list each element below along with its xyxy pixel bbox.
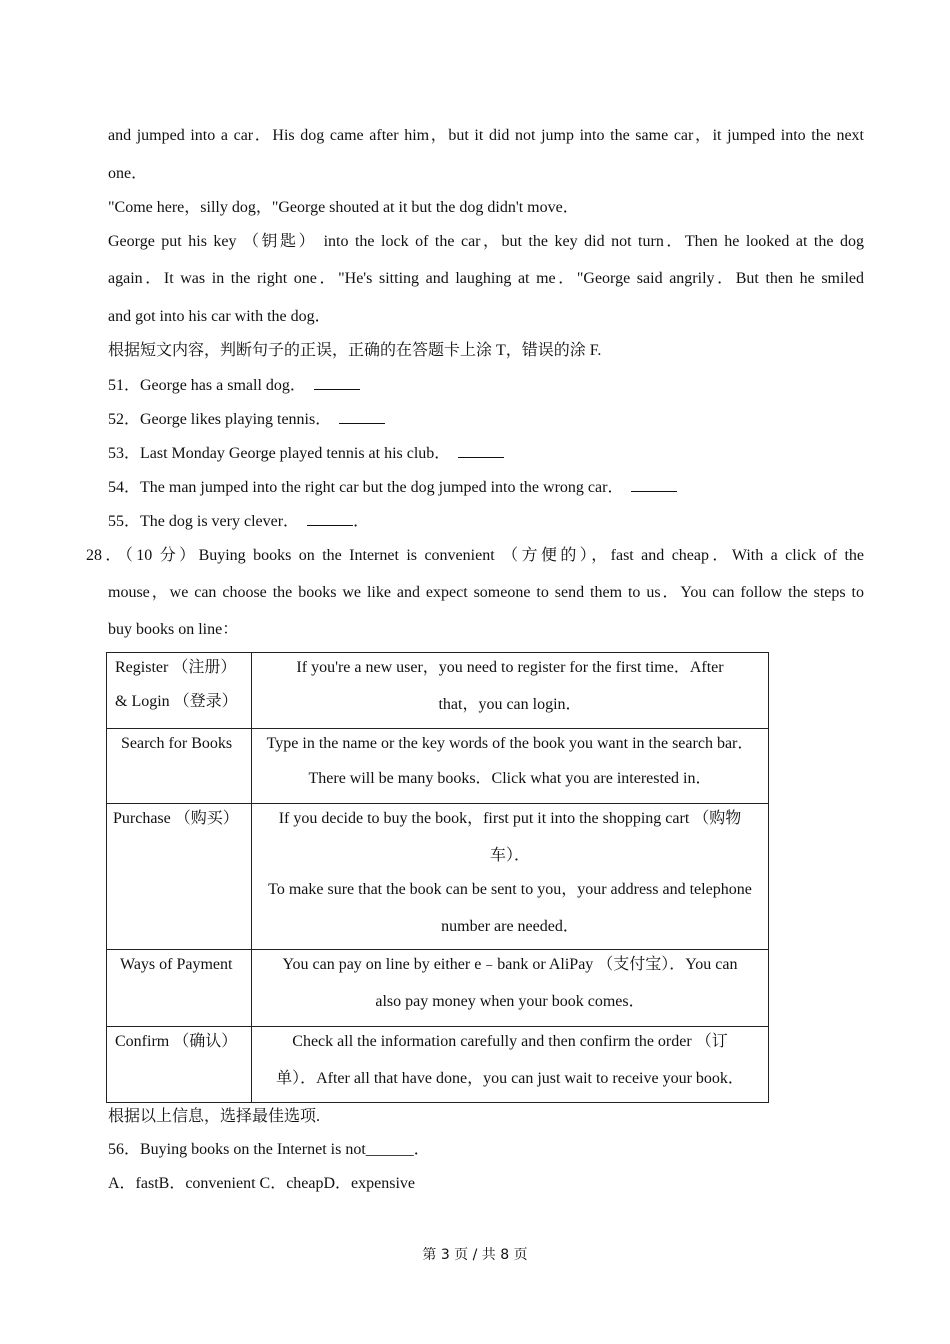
steps-table (106, 652, 769, 1103)
answer-blank[interactable] (307, 511, 353, 526)
table-row (107, 1027, 769, 1103)
question-51: 51．George has a small dog． (108, 375, 864, 396)
desc-cell (252, 950, 769, 1027)
step-cell (107, 653, 252, 729)
page-number: 第 3 页 / 共 8 页 (422, 1247, 528, 1263)
step-label: & Login （登录） (115, 693, 238, 710)
question-53: 53．Last Monday George played tennis at his club． (108, 443, 864, 464)
desc-line: also pay money when your book comes． (375, 993, 645, 1010)
desc-line: There will be many books．Click what you are interested in． (308, 770, 712, 787)
step-cell (107, 1027, 252, 1103)
passage-line: and got into his car with the dog． (108, 308, 331, 325)
answer-blank[interactable] (314, 375, 360, 390)
step-cell (107, 950, 252, 1027)
step-cell (107, 804, 252, 950)
table-row (107, 729, 769, 804)
desc-line: that，you can login． (438, 696, 582, 713)
step-label: Search for Books (121, 735, 233, 752)
desc-line: 车）． (489, 847, 530, 864)
desc-cell (252, 653, 769, 729)
mc-instruction: 根据以上信息，选择最佳选项. (108, 1108, 321, 1125)
question-52: 52．George likes playing tennis． (108, 409, 864, 430)
answer-blank[interactable] (631, 477, 677, 492)
tf-instruction: 根据短文内容，判断句子的正误，正确的在答题卡上涂 T，错误的涂 F. (108, 342, 602, 359)
passage-line: and jumped into a car．His dog came after him，but it did not jump into the same car，it jumped into the next (108, 127, 864, 144)
desc-line: Type in the name or the key words of the book you want in the search bar． (266, 735, 754, 752)
step-label: Register （注册） (115, 659, 237, 676)
step-cell (107, 729, 252, 804)
step-label: Ways of Payment (120, 956, 233, 973)
step-label: Purchase （购买） (113, 810, 239, 827)
q28-line: buy books on line： (108, 621, 239, 638)
question-55: 55．The dog is very clever． ． (108, 513, 370, 530)
table-row (107, 653, 769, 729)
table-row (107, 804, 769, 950)
passage-line: George put his key （钥匙） into the lock of the car，but the key did not turn．Then he looked at the dog (108, 233, 864, 250)
desc-line: Check all the information carefully and then confirm the order （订 (292, 1033, 728, 1050)
desc-cell (252, 1027, 769, 1103)
desc-line: To make sure that the book can be sent to you，your address and telephone (268, 881, 752, 898)
passage-line: "Come here，silly dog，"George shouted at it but the dog didn't move． (108, 199, 579, 216)
q28-line: mouse，we can choose the books we like and expect someone to send them to us．You can follow the steps to (108, 584, 864, 601)
desc-line: number are needed． (441, 918, 579, 935)
desc-line: You can pay on line by either e﹣bank or AliPay （支付宝）．You can (282, 956, 738, 973)
table-row (107, 950, 769, 1027)
answer-blank[interactable] (339, 409, 385, 424)
step-label: Confirm （确认） (115, 1033, 238, 1050)
desc-line: If you're a new user，you need to register for the first time．After (296, 659, 724, 676)
desc-cell (252, 804, 769, 950)
desc-cell (252, 729, 769, 804)
answer-blank[interactable] (458, 443, 504, 458)
question-54: 54．The man jumped into the right car but the dog jumped into the wrong car． (108, 477, 864, 498)
desc-line: If you decide to buy the book，first put it into the shopping cart （购物 (278, 810, 742, 827)
passage-line: one． (108, 165, 148, 182)
question-56-options: A．fastB．convenient C．cheapD．expensive (108, 1175, 416, 1192)
question-56: 56．Buying books on the Internet is not______． (108, 1141, 430, 1158)
desc-line: 单）．After all that have done，you can just wait to receive your book． (276, 1070, 744, 1087)
q28-line: 28．（10 分）Buying books on the Internet is convenient （方便的），fast and cheap．With a click of the (86, 547, 864, 564)
passage-line: again．It was in the right one．"He's sitting and laughing at me．"George said angrily．But then he smiled (108, 270, 864, 287)
